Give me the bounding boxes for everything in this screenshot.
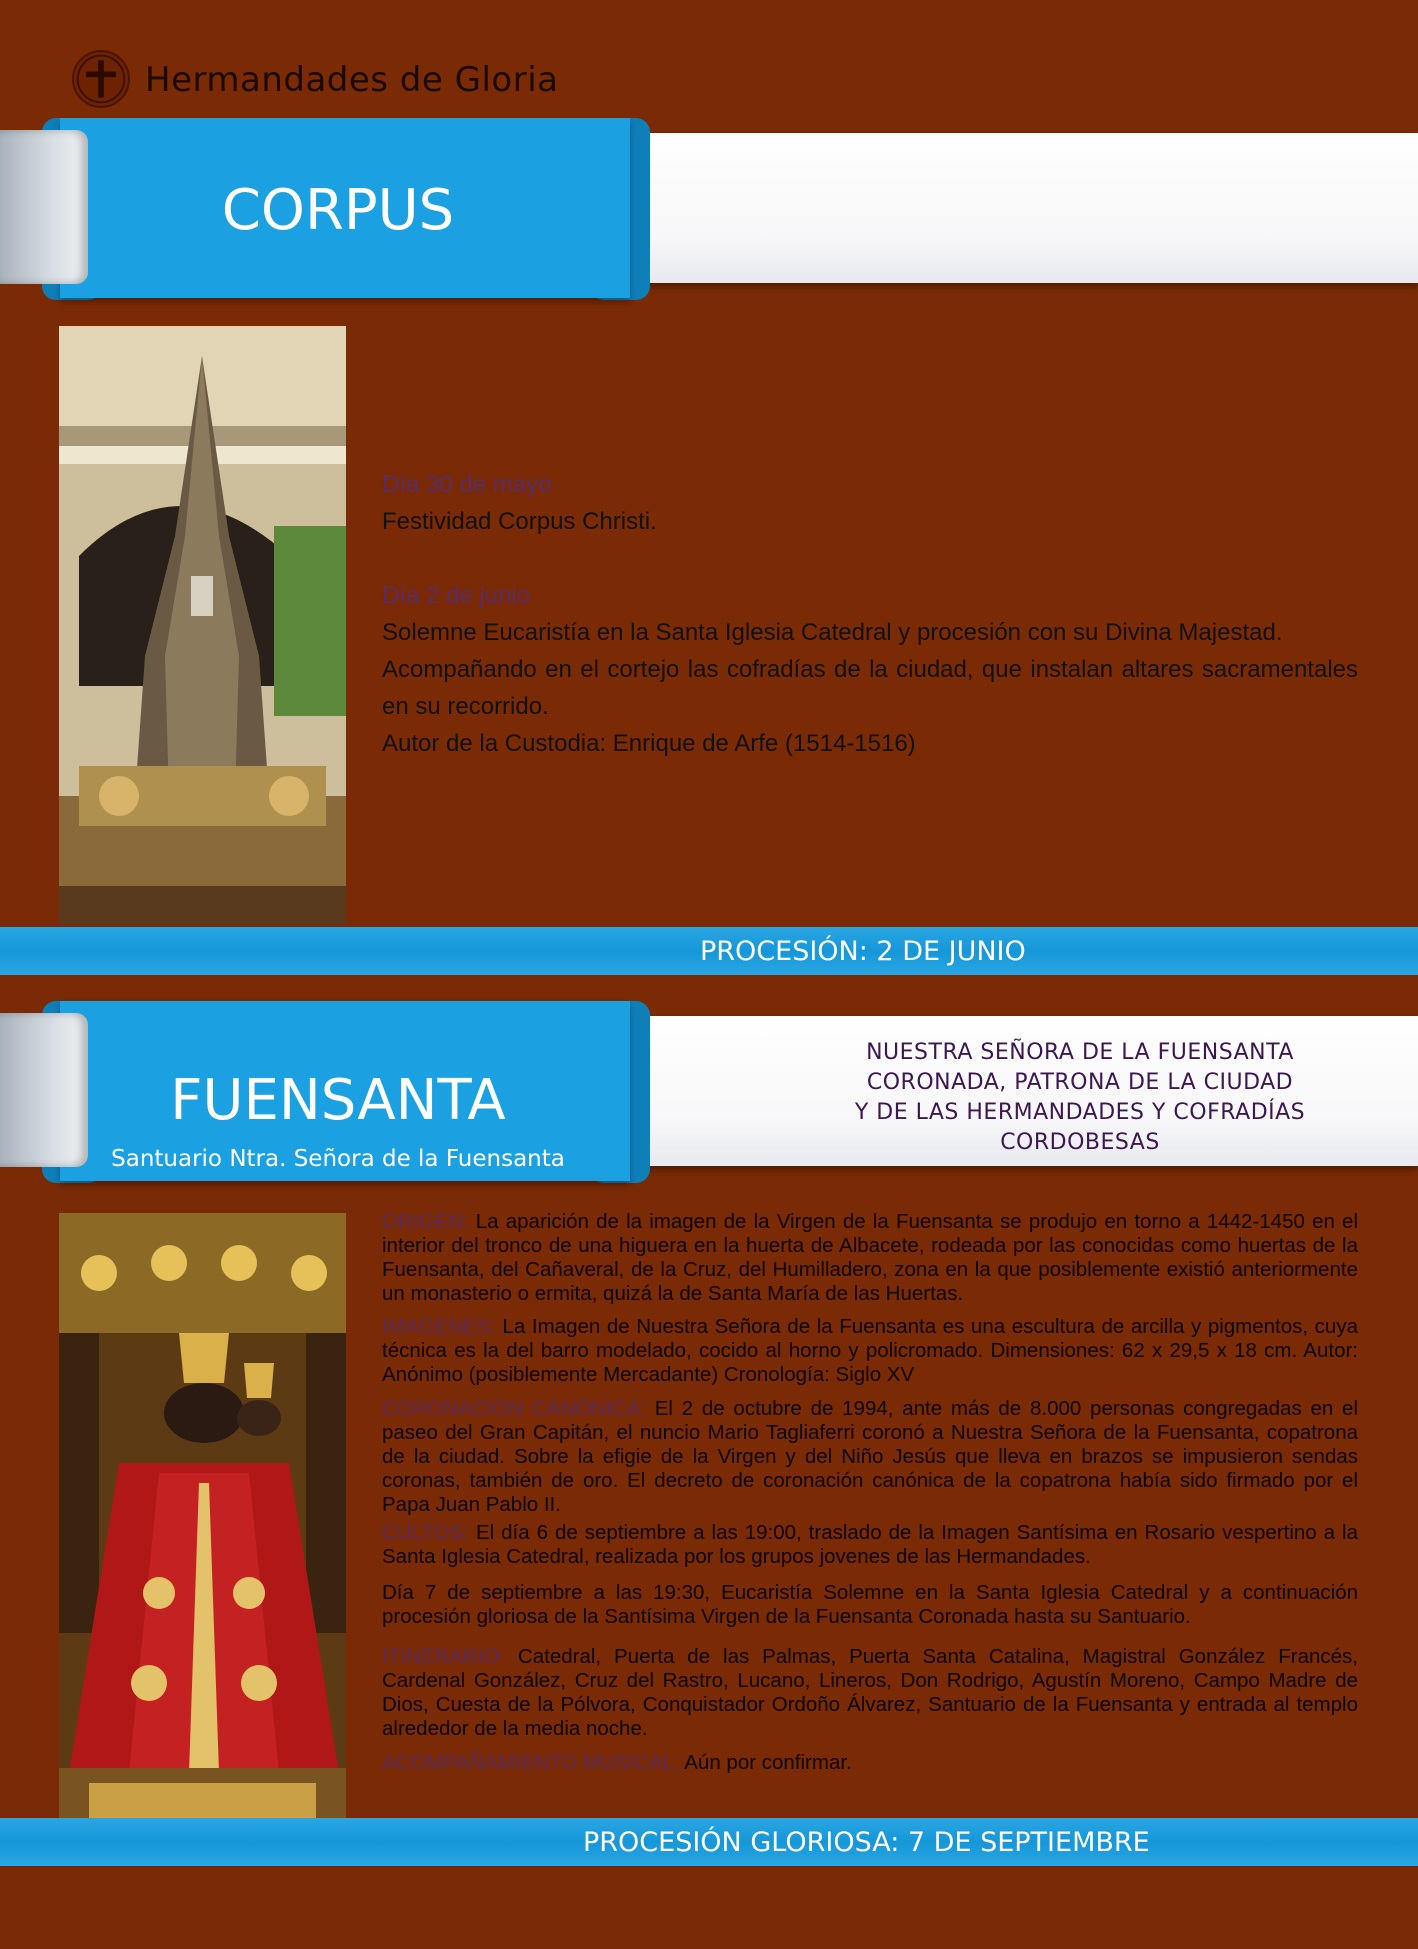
corpus-banner-band: [600, 133, 1418, 283]
paragraph-text: Aún por confirmar.: [684, 1751, 852, 1774]
detail-paragraph: [382, 1397, 1358, 1517]
corpus-text-2b: Acompañando en el cortejo las cofradías de la ciudad, que instalan altares sacramentales en su recorrido.: [382, 656, 1358, 720]
patron-note-line: CORDOBESAS: [1000, 1130, 1160, 1155]
fuensanta-details: [382, 1210, 1358, 1783]
procession-date: PROCESIÓN: 2 DE JUNIO: [700, 936, 1026, 967]
paragraph-text: El 2 de octubre de 1994, ante más de 8.000 personas congregadas en el paseo del Gran Capitán, el nuncio Mario Tagliaferri coronó a Nuestra Señora de la Fuensanta, copatrona de la ciudad. Sobre la efigie de la Virgen y del Niño Jesús que lleva en brazos se impusieron sendas coronas, también de oro. El decreto de coronación canónica de la copatrona había sido firmado por el Papa Juan Pablo II.: [382, 1397, 1358, 1516]
paragraph-text: Día 7 de septiembre a las 19:30, Eucaristía Solemne en la Santa Iglesia Catedral y a continuación procesión gloriosa de la Santísima Virgen de la Fuensanta Coronada hasta su Santuario.: [382, 1581, 1358, 1628]
custodia-photo: [59, 326, 346, 924]
detail-paragraph: [382, 1315, 1358, 1387]
virgin-image-photo: [59, 1213, 346, 1819]
paragraph-text: La aparición de la imagen de la Virgen de la Fuensanta se produjo en torno a 1442-1450 en el interior del tronco de una higuera en la huerta de Albacete, rodeada por las conocidas como huertas de la Fuensanta, del Cañaveral, de la Cruz, del Humilladero, zona en la que posiblemente existió anteriormente un monasterio o ermita, quizá la de Santa María de las Huertas.: [382, 1210, 1358, 1305]
corpus-schedule: [382, 466, 1358, 762]
fuensanta-banner-edge: [0, 1013, 88, 1167]
section-subtitle: Santuario Ntra. Señora de la Fuensanta: [111, 1146, 565, 1172]
corpus-text-2c: Autor de la Custodia: Enrique de Arfe (1514-1516): [382, 730, 916, 757]
paragraph-text: La Imagen de Nuestra Señora de la Fuensanta es una escultura de arcilla y pigmentos, cuya técnica es la del barro modelado, cocido al horno y policromado. Dimensiones: 62 x 29,5 x 18 cm. Autor: Anónimo (posiblemente Mercadante) Cronología: Siglo XV: [382, 1315, 1358, 1386]
detail-paragraph: [382, 1581, 1358, 1629]
paragraph-label: IMAGENES:: [382, 1315, 496, 1338]
paragraph-text: El día 6 de septiembre a las 19:00, traslado de la Imagen Santísima en Rosario vespertino a la Santa Iglesia Catedral, realizada por los grupos jovenes de las Hermandades.: [382, 1521, 1359, 1568]
site-title: Hermandades de Gloria: [145, 60, 559, 100]
paragraph-label: CULTOS:: [382, 1521, 469, 1544]
detail-paragraph: [382, 1645, 1358, 1741]
patron-note-line: NUESTRA SEÑORA DE LA FUENSANTA: [866, 1040, 1294, 1065]
paragraph-text: Catedral, Puerta de las Palmas, Puerta Santa Catalina, Magistral González Francés, Cardenal González, Cruz del Rastro, Lucano, Lineros, Don Rodrigo, Agustín Moreno, Campo Madre de Dios, Cuesta de la Pólvora, Conquistador Ordoño Álvarez, Santuario de la Fuensanta y entrada al templo alrededor de la media noche.: [382, 1645, 1358, 1740]
patron-note-line: Y DE LAS HERMANDADES Y COFRADÍAS: [854, 1100, 1306, 1125]
detail-paragraph: [382, 1521, 1358, 1569]
paragraph-label: ORIGEN:: [382, 1210, 469, 1233]
corpus-banner-edge: [0, 130, 88, 284]
detail-paragraph: [382, 1210, 1358, 1306]
paragraph-label: ITINERARIO:: [382, 1645, 506, 1668]
detail-paragraph: [382, 1751, 1358, 1775]
section-title: FUENSANTA: [170, 1068, 506, 1133]
paragraph-label: CORONACIÓN CANÓNICA:: [382, 1397, 646, 1420]
corpus-date-1: Día 30 de mayo: [382, 471, 552, 498]
procession-date: PROCESIÓN GLORIOSA: 7 DE SEPTIEMBRE: [583, 1827, 1150, 1858]
fuensanta-procession-stripe: [0, 1818, 1418, 1866]
patron-note: [780, 1038, 1380, 1158]
corpus-date-2: Día 2 de junio: [382, 582, 531, 609]
corpus-procession-stripe: [0, 927, 1418, 975]
cross-emblem-icon: [72, 50, 130, 108]
section-title: CORPUS: [221, 178, 455, 243]
paragraph-label: ACOMPAÑAMIENTO MUSICAL:: [382, 1751, 680, 1774]
corpus-text-2a: Solemne Eucaristía en la Santa Iglesia Catedral y procesión con su Divina Majestad.: [382, 619, 1283, 646]
corpus-text-1: Festividad Corpus Christi.: [382, 508, 657, 535]
patron-note-line: CORONADA, PATRONA DE LA CIUDAD: [866, 1070, 1294, 1095]
